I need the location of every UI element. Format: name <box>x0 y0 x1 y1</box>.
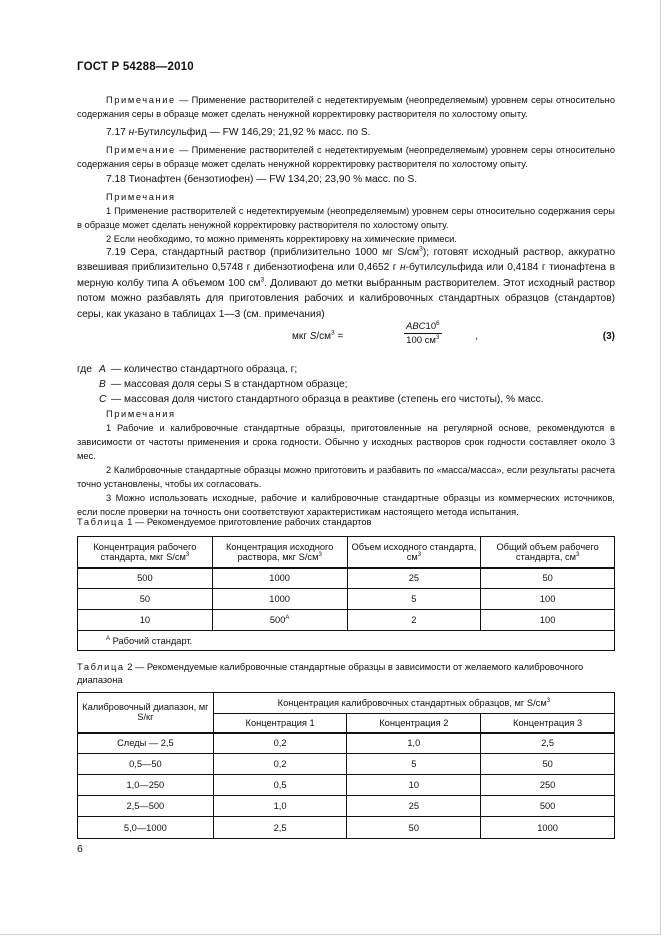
table-row: 0,5—50 0,2 5 50 <box>78 754 615 775</box>
formula-numerator: $ABC10^6$ <box>406 319 440 332</box>
notes-3 <box>77 190 615 246</box>
equation-number: (3) <box>602 331 615 342</box>
note-item: 3 Можно использовать исходные, рабочие и калибровочные стандартные образцы из коммерческих источников, если после проверки на точность они соответствуют характеристикам настоящего метода испытания. <box>77 493 615 517</box>
notes-4 <box>77 407 615 519</box>
table-1-caption: Таблица 1 — Рекомендуемое приготовление рабочих стандартов <box>77 517 372 527</box>
table-row: 1,0—250 0,5 10 250 <box>78 775 615 796</box>
document-header <box>77 61 194 73</box>
table-header-cell: Объем исходного стандарта, $см^3$ <box>347 537 481 568</box>
table-1 <box>77 536 615 651</box>
notes-label: Примечания <box>106 409 176 419</box>
clause-7-18: 7.18 Тионафтен (бензотиофен) — FW 134,20; 23,90 % масс. по S. <box>106 174 418 185</box>
document-page: ГОСТ Р 54288—2010 Примечание — Применение растворителей с недетектируемым (неопределяемым) уровнем серы относительно содержания серы в образце может сделать ненужной корректировку растворителя по холостому опыту. 7.17 н-Бутилсульфид — FW 146,29; 21,92 % масс. по S. Примечание — Применение растворителей с недетектируемым (неопределяемым) уровнем серы относительно содержания серы в образце может сделать ненужной корректировку растворителя по холостому опыту. 7.18 Тионафтен (бензотиофен) — FW 134,20; 23,90 % масс. по S. Примечания 1 Применение растворителей с недетектируемым (неопределяемым) уровнем серы относительно содержания серы в образце может сделать ненужной корректировку растворителя по холостому опыту. 2 Если необходимо, то можно применять корректировку на химические примеси. 7.19 Сера, стандартный раствор (приблизительно 1000 мг $S/см^3$); готовят исходный раствор, аккуратно взвешивая приблизительно 0,5748 г дибензотиофена или 0,4652 г н-бутилсульфида или 0,4184 г тионафтена в мерную колбу типа А объемом 100 $см^3$. Доливают до метки выбранным растворителем. Этот исходный раствор потом можно разбавлять для приготовления рабочих и калибровочных стандартных образцов (стандартов) серы, как указано в таблицах 1—3 (см. примечания) мкг $S/см^3$ = $ABC10^6$ 100 $см^3$ , (3) где A — количество стандартного образца, г; B — массовая доля серы S в стандартном образце; C — массовая доля чистого стандартного образца в реактиве (степень его чистоты), % масс. Примечания 1 Рабочие и калибровочные стандартные образцы, приготовленные на регулярной основе, рекомендуются в зависимости от частоты применения и срока годности. Обычно у исходных растворов срок годности составляет около 3 мес. 2 Калибровочные стандартные образцы можно приготовить и разбавить по «масса/масса», если результаты расчета точно установлены, чтобы их согласовать. 3 Можно использовать исходные, рабочие и калибровочные стандартные образцы из коммерческих источников, если после проверки на точность они соответствуют характеристикам настоящего метода испытания. Таблица 1 — Рекомендуемое приготовление рабочих стандартов Концентрация рабочего стандарта, мкг $S/см^3$ Концентрация исходного раствора, мкг $S/см^3$ Объем исходного стандарта, $см^3$ Общий объем рабочего стандарта, $см^3$ 500 1000 25 50 50 1000 5 100 10 $500^A$ 2 100 $^A$ Рабочий стандарт. Таблица 2 — Рекомендуемые калибровочные стандартные образцы в зависимости от желаемого калибровочного диапазона Калибровочный диапазон, мг S/кг Концентрация калибровочных стандартных образцов, мг $S/см^3$ Концентрация 1 Концентрация 2 Концентрация 3 Следы — 2,5 0,2 1,0 2,5 0,5—50 0,2 5 50 1,0—250 0,5 10 250 2,5—500 1,0 25 500 5,0—1000 2,5 50 1000 6 <box>0 0 661 935</box>
note-label: Примечание <box>106 95 176 105</box>
note-label: Примечание <box>106 145 176 155</box>
note-item: 2 Если необходимо, то можно применять корректировку на химические примеси. <box>106 234 457 244</box>
clause-7-17: 7.17 н-Бутилсульфид — FW 146,29; 21,92 % масс. по S. <box>106 127 371 138</box>
table-row: Следы — 2,5 0,2 1,0 2,5 <box>78 733 615 754</box>
note-text: — Применение растворителей с недетектируемым (неопределяемым) уровнем серы относительно содержания серы в образце может сделать ненужной корректировку растворителя по холостому опыту. <box>77 145 615 169</box>
formula-lhs: мкг $S/см^3$ = <box>292 329 344 342</box>
page-number: 6 <box>77 843 83 855</box>
table-subheader-cell: Концентрация 1 <box>213 714 347 733</box>
table-header-cell: Калибровочный диапазон, мг S/кг <box>78 693 214 733</box>
table-subheader-cell: Концентрация 3 <box>481 714 615 733</box>
table-header-cell: Концентрация исходного раствора, мкг $S/см^3$ <box>212 537 347 568</box>
table-header-cell: Концентрация рабочего стандарта, мкг $S/см^3$ <box>78 537 213 568</box>
notes-label: Примечания <box>106 192 176 202</box>
standard-title: ГОСТ Р 54288—2010 <box>77 61 194 73</box>
table-header-cell: Концентрация калибровочных стандартных образцов, мг $S/см^3$ <box>213 693 614 714</box>
formula-denominator: 100 $см^3$ <box>406 333 440 346</box>
note-2 <box>77 143 615 171</box>
table-header-cell: Общий объем рабочего стандарта, $см^3$ <box>481 537 615 568</box>
table-2 <box>77 692 615 839</box>
note-item: 1 Применение растворителей с недетектируемым (неопределяемым) уровнем серы относительно содержания серы в образце может сделать ненужной корректировку растворителя по холостому опыту. <box>77 206 615 230</box>
clause-7-19: 7.19 Сера, стандартный раствор (приблизительно 1000 мг $S/см^3$); готовят исходный раствор, аккуратно взвешивая приблизительно 0,5748 г дибензотиофена или 0,4652 г н-бутилсульфида или 0,4184 г тионафтена в мерную колбу типа А объемом 100 $см^3$. Доливают до метки выбранным растворителем. Этот исходный раствор потом можно разбавлять для приготовления рабочих и калибровочных стандартных образцов (стандартов) серы, как указано в таблицах 1—3 (см. примечания) <box>77 245 616 320</box>
table-2-caption: Таблица 2 — Рекомендуемые калибровочные стандартные образцы в зависимости от желаемого калибровочного диапазона <box>77 662 584 685</box>
table-row: 500 1000 25 50 <box>78 568 615 589</box>
table-footnote-row <box>78 631 615 651</box>
note-1 <box>77 93 615 121</box>
table-subheader-cell: Концентрация 2 <box>347 714 481 733</box>
note-item: 1 Рабочие и калибровочные стандартные образцы, приготовленные на регулярной основе, рекомендуются в зависимости от частоты применения и срока годности. Обычно у исходных растворов срок годности составляет около 3 мес. <box>77 423 615 461</box>
table-row: 2,5—500 1,0 25 500 <box>78 796 615 817</box>
table-row: 5,0—1000 2,5 50 1000 <box>78 817 615 839</box>
note-item: 2 Калибровочные стандартные образцы можно приготовить и разбавить по «масса/масса», если результаты расчета точно установлены, чтобы их согласовать. <box>77 465 615 489</box>
formula-3: мкг $S/см^3$ = $ABC10^6$ 100 $см^3$ , (3) <box>292 319 615 346</box>
table-row: 50 1000 5 100 <box>78 589 615 610</box>
table-footnote: $^A$ Рабочий стандарт. <box>78 631 615 651</box>
note-text: — Применение растворителей с недетектируемым (неопределяемым) уровнем серы относительно содержания серы в образце может сделать ненужной корректировку растворителя по холостому опыту. <box>77 95 615 119</box>
table-row: 10 $500^A$ 2 100 <box>78 610 615 631</box>
formula-fraction <box>404 321 442 346</box>
